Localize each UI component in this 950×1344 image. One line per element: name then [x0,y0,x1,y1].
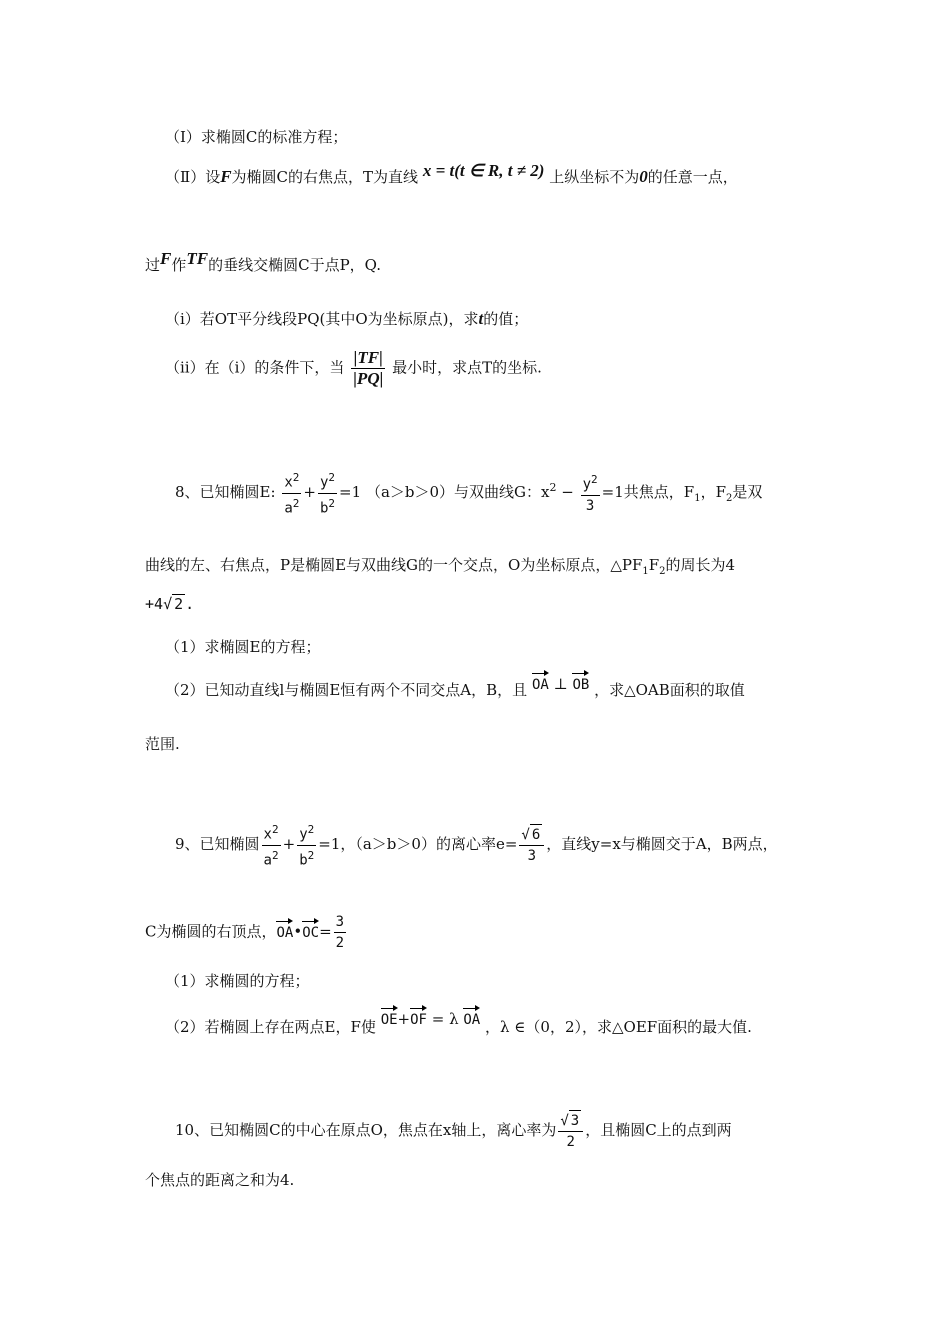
equals-one: =1 [339,483,362,502]
q8-comma: ，F [700,483,726,502]
q8-foci: =1共焦点，F [601,483,695,502]
q7-sub-i-a: （ⅰ）若OT平分线段PQ(其中O为坐标原点)，求 [165,310,479,328]
q9-line1: 9、已知椭圆 $\frac{x^2}{a^2}$ + $\frac{y^2}{b^2}$ =1，（a＞b＞0）的离心率e= $\frac{√ 6}{3}$ ，直线y=x与椭圆交于A，B两点， [175,820,778,870]
minus-sign: − [556,483,579,502]
q7-line3-a: 过 [145,256,161,274]
q7-line3-c: 的垂线交椭圆C于点P，Q. [208,256,381,274]
math-line-equation: x = t(t ∈ R, t ≠ 2) [422,161,545,180]
hyperbola-den: 3 [585,497,595,514]
q7-sub-i-b: 的值； [483,310,529,328]
q8-line1 [175,468,762,518]
q9-y-term: $\frac{y^2}{b^2}$ [297,820,316,870]
sqrt-2: 2 [174,595,184,613]
q10-line1: 10、已知椭圆C的中心在原点O，焦点在x轴上，离心率为 $\frac{√ 3}{2}$ ，且椭圆C上的点到两 [175,1110,732,1152]
eccentricity-sqrt6-over-3: $\frac{√ 6}{3}$ [519,824,544,866]
fraction-3-over-2: $\frac{3}{2}$ [335,914,345,951]
q7-sub-ii-a: （ⅱ）在（ⅰ）的条件下，当 [165,358,345,377]
a-squared: $a^2$ [284,496,300,517]
vector-OB: OB [572,671,589,693]
q7-part2-c: 上纵坐标不为 [549,168,640,186]
sub-1: 1 [694,493,701,505]
fraction-tf-over-pq [351,348,385,389]
q7-part2-b: 为椭圆C的右焦点，T为直线 [231,168,419,186]
dot-product: • [293,922,303,941]
q8-line2: 曲线的左、右焦点，P是椭圆E与双曲线G的一个交点，O为坐标原点，$\triangle PF_1F_2$的周长为4 [145,556,736,577]
q9-part1: （1）求椭圆的方程； [165,972,310,990]
q7-line3 [145,249,381,275]
q8-hyperbola-intro: （a＞b＞0）与双曲线G：x [365,483,550,502]
vector-OA: OA [532,671,549,693]
q9-x-term: $\frac{x^2}{a^2}$ [262,820,281,870]
q8-tail: 是双 [732,483,763,502]
hyperbola-x-exp: 2 [549,481,557,495]
sub-2: 2 [725,493,733,505]
vector-OC: OC [302,919,319,941]
math-t: t [478,309,484,328]
q8-part2-end: 范围. [145,735,180,753]
q8-line3: +4√ 2 . [145,595,195,613]
q7-part1: （Ⅰ）求椭圆C的标准方程； [165,128,348,146]
q8-part2: （2）已知动直线l与椭圆E恒有两个不同交点A，B，且 OA ⊥ OB ，求△OAB面积的取值 [165,677,745,700]
hyperbola-y-term [581,470,600,516]
vector-OE: OE [381,1006,398,1028]
q7-part2-a: （Ⅱ）设 [165,168,221,186]
q7-part2 [165,161,738,187]
vector-OA-3: OA [463,1006,480,1028]
math-F: F [220,167,232,186]
vector-OF: OF [410,1006,427,1028]
q7-part2-d: 的任意一点， [647,168,738,186]
q7-sub-i [165,308,528,329]
q9-part2: （2）若椭圆上存在两点E，F使 OE+OF = λ OA ，λ ∈（0，2），求△OEF面积的最大值. [165,1014,752,1037]
eccentricity-sqrt3-over-2: $\frac{√ 3}{2}$ [558,1110,583,1152]
q7-sub-ii [165,348,542,389]
q7-line3-b: 作 [171,256,187,274]
b-squared: $b^2$ [319,496,336,517]
plus-sign: + [303,483,316,502]
q10-line2: 个焦点的距离之和为4. [145,1171,295,1189]
math-zero: 0 [639,167,648,186]
perp-symbol: ⊥ [548,675,573,693]
math-F-2: F [160,249,172,268]
q8-part1: （1）求椭圆E的方程； [165,638,321,656]
vector-OA-2: OA [276,919,293,941]
q8-intro: 8、已知椭圆E: [175,483,276,502]
ellipse-y-term [318,468,337,518]
ellipse-x-term [282,468,301,518]
q9-line2: C为椭圆的右顶点，OA•OC= $\frac{3}{2}$ [145,914,345,951]
x-squared: $x^2$ [282,468,301,494]
q7-sub-ii-b: 最小时，求点T的坐标. [392,358,542,377]
fraction-denominator: |PQ| [353,369,384,388]
vector-equation: OE+OF = λ OA [381,1010,481,1028]
y-squared: $y^2$ [318,468,337,494]
fraction-numerator: |TF| [351,348,385,369]
sub-2b: 2 [659,566,666,577]
math-TF: TF [186,249,209,268]
sub-1b: 1 [642,566,649,577]
hyperbola-y-squared: $y^2$ [581,470,600,496]
